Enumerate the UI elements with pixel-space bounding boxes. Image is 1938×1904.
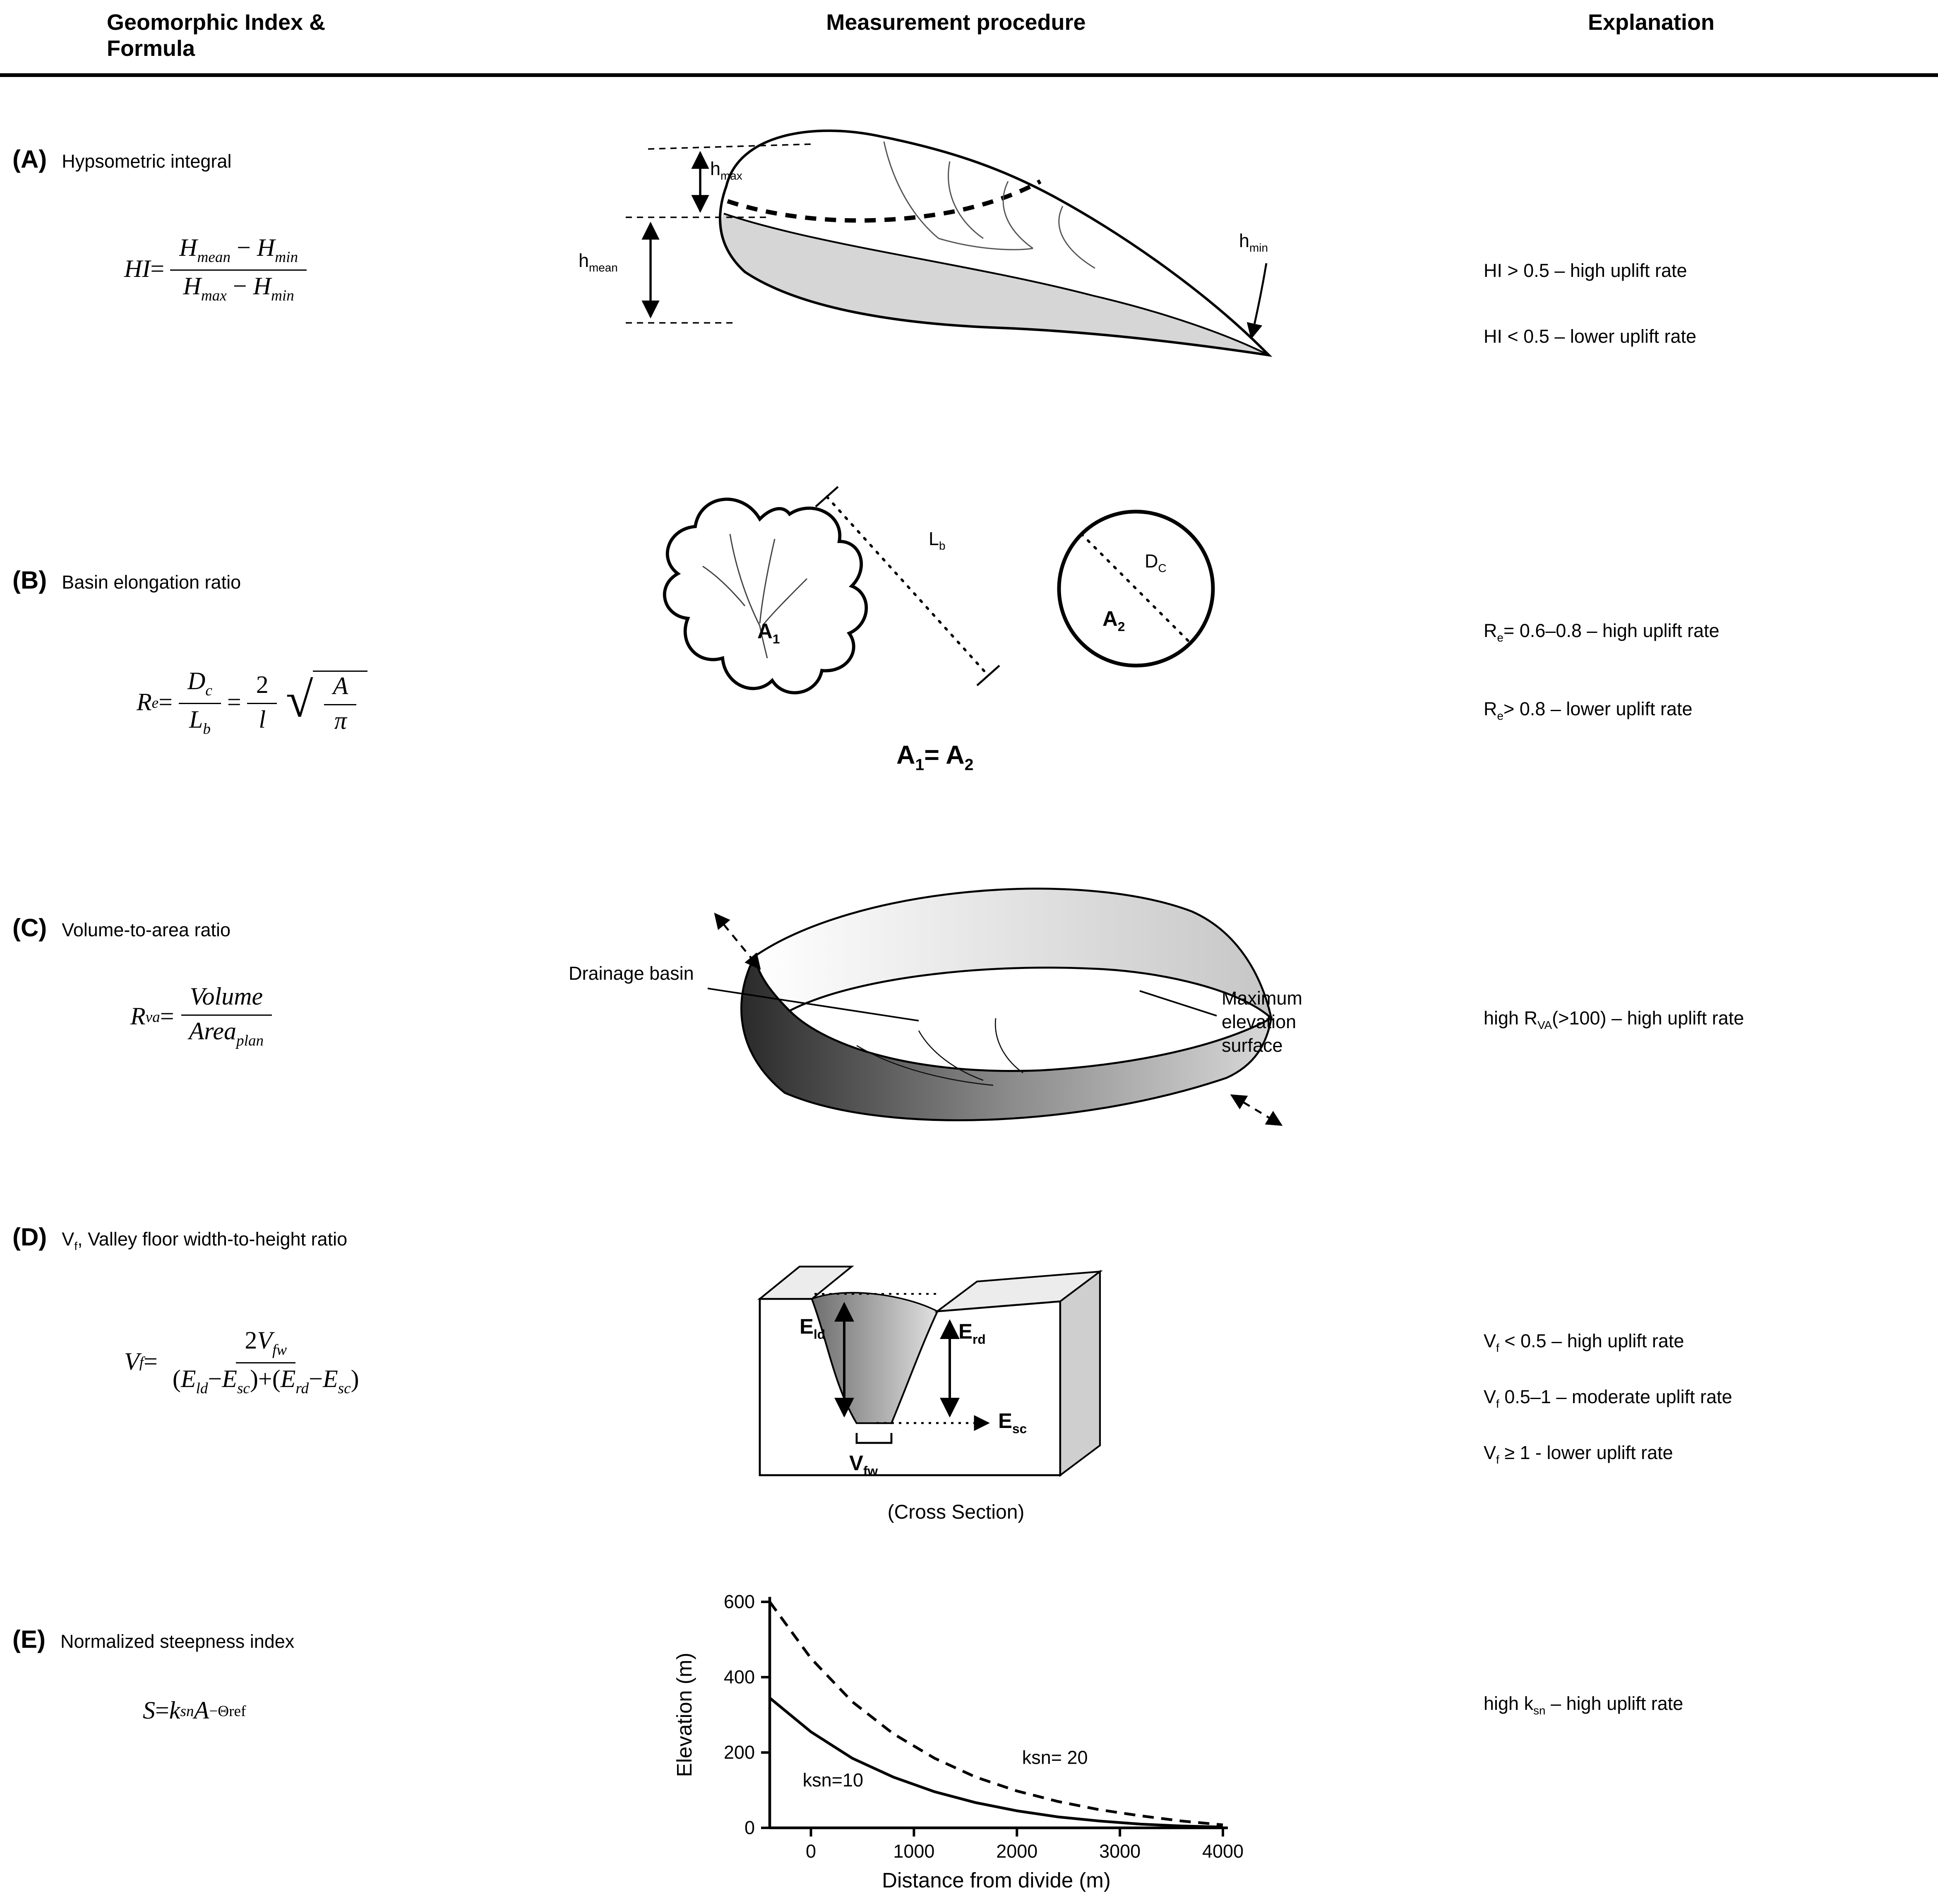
left-gap-dashed-arrow (715, 914, 760, 969)
panel-d-title: $V_f$, Valley floor width-to-height ratio (62, 1230, 348, 1253)
dc-label: $D_C$ (1145, 552, 1167, 575)
svg-text:3000: 3000 (1099, 1841, 1141, 1863)
panel-b-explanation (1366, 450, 1937, 847)
panel-b-label: (B) (12, 568, 47, 596)
svg-text:ksn=10: ksn=10 (802, 1770, 864, 1791)
explanation-line: high $R_{VA}(>100)$ – high uplift rate (1484, 1009, 1744, 1032)
column-header-measurement-procedure: Measurement procedure (826, 10, 1086, 35)
panel-d-label: (D) (12, 1225, 47, 1253)
stream-line (1003, 182, 1033, 249)
panel-a-label: (A) (12, 147, 47, 175)
right-gap-dashed-arrow (1232, 1096, 1281, 1125)
explanation-line: high $k_{sn}$ – high uplift rate (1484, 1694, 1683, 1718)
longitudinal-profile-chart-svg (664, 1585, 1248, 1898)
stream-line (939, 239, 1033, 250)
panel-d-head (12, 1188, 546, 1253)
elongation-diagram (571, 475, 1341, 795)
e-sc-label: $E_{sc}$ (998, 1410, 1027, 1438)
panel-c-explanation (1366, 847, 1937, 1188)
panel-e-middle (546, 1548, 1366, 1899)
stream-line (884, 142, 939, 239)
column-header-explanation: Explanation (1587, 10, 1715, 35)
panel-b-head (12, 450, 546, 596)
panel-c-left (0, 847, 546, 1188)
panel-b-formula: R e = $\frac{D_c}{L_b}$ = $\frac{2}{l}$ √ $\frac{A}{\pi}$ (137, 668, 546, 739)
panel-a-left (0, 77, 546, 450)
panel-b-title: Basin elongation ratio (62, 573, 241, 594)
explanation-line: $V_f < 0.5$ – high uplift rate (1484, 1332, 1684, 1355)
lb-label: $L_b$ (929, 529, 946, 553)
panel-b-middle (546, 450, 1366, 847)
panel-a (0, 77, 1938, 450)
explanation-line: $V_f$ 0.5–1 – moderate uplift rate (1484, 1387, 1732, 1411)
area2-label: $A_2$ (1102, 608, 1125, 635)
panel-a-formula: HI = $\frac{H_{mean} - H_{min}}{H_{max} - H_{min}}$ (124, 235, 546, 306)
panel-b-left (0, 450, 546, 847)
svg-text:1000: 1000 (893, 1841, 935, 1863)
panel-e-title: Normalized steepness index (60, 1632, 295, 1654)
hypsometric-diagram (571, 112, 1341, 398)
panel-d-middle (546, 1188, 1366, 1548)
block-right-side-face (1060, 1272, 1100, 1476)
explanation-line: $V_f \ge 1$ - lower uplift rate (1484, 1442, 1673, 1466)
panel-d (0, 1188, 1938, 1548)
explanation-line: $R_e> 0.8$ – lower uplift rate (1484, 699, 1693, 723)
panel-d-explanation (1366, 1188, 1937, 1548)
panel-c (0, 847, 1938, 1188)
explanation-line: HI > 0.5 – high uplift rate (1484, 261, 1687, 283)
panel-c-label: (C) (12, 916, 47, 943)
cross-section-caption: (Cross Section) (887, 1503, 1025, 1524)
svg-text:400: 400 (723, 1667, 755, 1688)
hillslope-3d-sketch (571, 112, 1341, 398)
maximum-elevation-surface-sheet (755, 889, 1271, 1019)
drainage-basin-label: Drainage basin (569, 964, 694, 986)
steepness-profile-chart (664, 1585, 1248, 1898)
h-min-label: $h_{min}$ (1239, 231, 1268, 255)
v-fw-label: $V_{fw}$ (849, 1452, 878, 1480)
panel-e-head (12, 1548, 546, 1656)
svg-text:Distance from divide (m): Distance from divide (m) (882, 1869, 1111, 1893)
svg-text:200: 200 (723, 1742, 755, 1764)
table-header (0, 0, 1938, 77)
explanation-line: $R_e= 0.6-0.8$ – high uplift rate (1484, 621, 1719, 645)
panel-c-middle (546, 847, 1366, 1188)
h-max-label: $h_{max}$ (710, 159, 742, 183)
panel-d-left (0, 1188, 546, 1548)
summit-dashed-guide (648, 144, 814, 149)
panel-e-explanation (1366, 1548, 1937, 1899)
valley-block-sketch (683, 1210, 1229, 1543)
area-equality-label: $A_1= A_2$ (896, 742, 974, 774)
circle-diameter-dotted-line (1081, 534, 1191, 644)
length-tick-end (977, 666, 999, 686)
area1-label: $A_1$ (757, 620, 780, 648)
e-ld-label: $E_{ld}$ (800, 1315, 826, 1343)
panel-e-left (0, 1548, 546, 1899)
panel-c-title: Volume-to-area ratio (62, 921, 231, 942)
explanation-line: HI < 0.5 – lower uplift rate (1484, 327, 1697, 349)
basin-outline (665, 500, 866, 693)
panel-e (0, 1548, 1938, 1899)
svg-text:0: 0 (744, 1817, 755, 1839)
panel-c-formula: R va = $\frac{\text{Volume}}{Area_{plan}}$ (130, 984, 546, 1051)
svg-text:2000: 2000 (996, 1841, 1038, 1863)
panel-a-explanation (1366, 77, 1937, 450)
e-rd-label: $E_{rd}$ (958, 1320, 986, 1348)
panel-e-formula: S = k sn A −Θref (143, 1698, 246, 1726)
h-min-arrow (1251, 264, 1266, 338)
svg-text:ksn= 20: ksn= 20 (1022, 1747, 1088, 1769)
svg-text:Elevation (m): Elevation (m) (672, 1653, 696, 1778)
max-elevation-leader-line (1140, 991, 1217, 1016)
svg-text:0: 0 (806, 1841, 817, 1863)
stream-line (995, 1019, 1023, 1073)
panel-a-middle (546, 77, 1366, 450)
volume-area-diagram (546, 860, 1366, 1164)
panel-d-formula: V f = $\frac{2V_{fw}}{(E_{ld}-E_{sc})+(E_{rd}-E_{sc})}$ (124, 1328, 359, 1397)
panel-c-head (12, 847, 546, 944)
panel-a-head (12, 77, 546, 175)
mean-elevation-contour (728, 182, 1040, 221)
maximum-elevation-surface-label: Maximum elevation surface (1222, 989, 1303, 1057)
h-mean-label: $h_{mean}$ (579, 251, 618, 275)
panel-a-title: Hypsometric integral (62, 152, 232, 173)
valley-cross-section-diagram (683, 1210, 1229, 1543)
svg-text:4000: 4000 (1202, 1841, 1244, 1863)
stream-line (1059, 207, 1095, 269)
stream-line (949, 162, 983, 239)
panel-e-label: (E) (12, 1627, 46, 1655)
column-header-index-formula: Geomorphic Index & Formula (107, 10, 326, 61)
panel-b (0, 450, 1938, 847)
svg-text:600: 600 (723, 1591, 755, 1613)
